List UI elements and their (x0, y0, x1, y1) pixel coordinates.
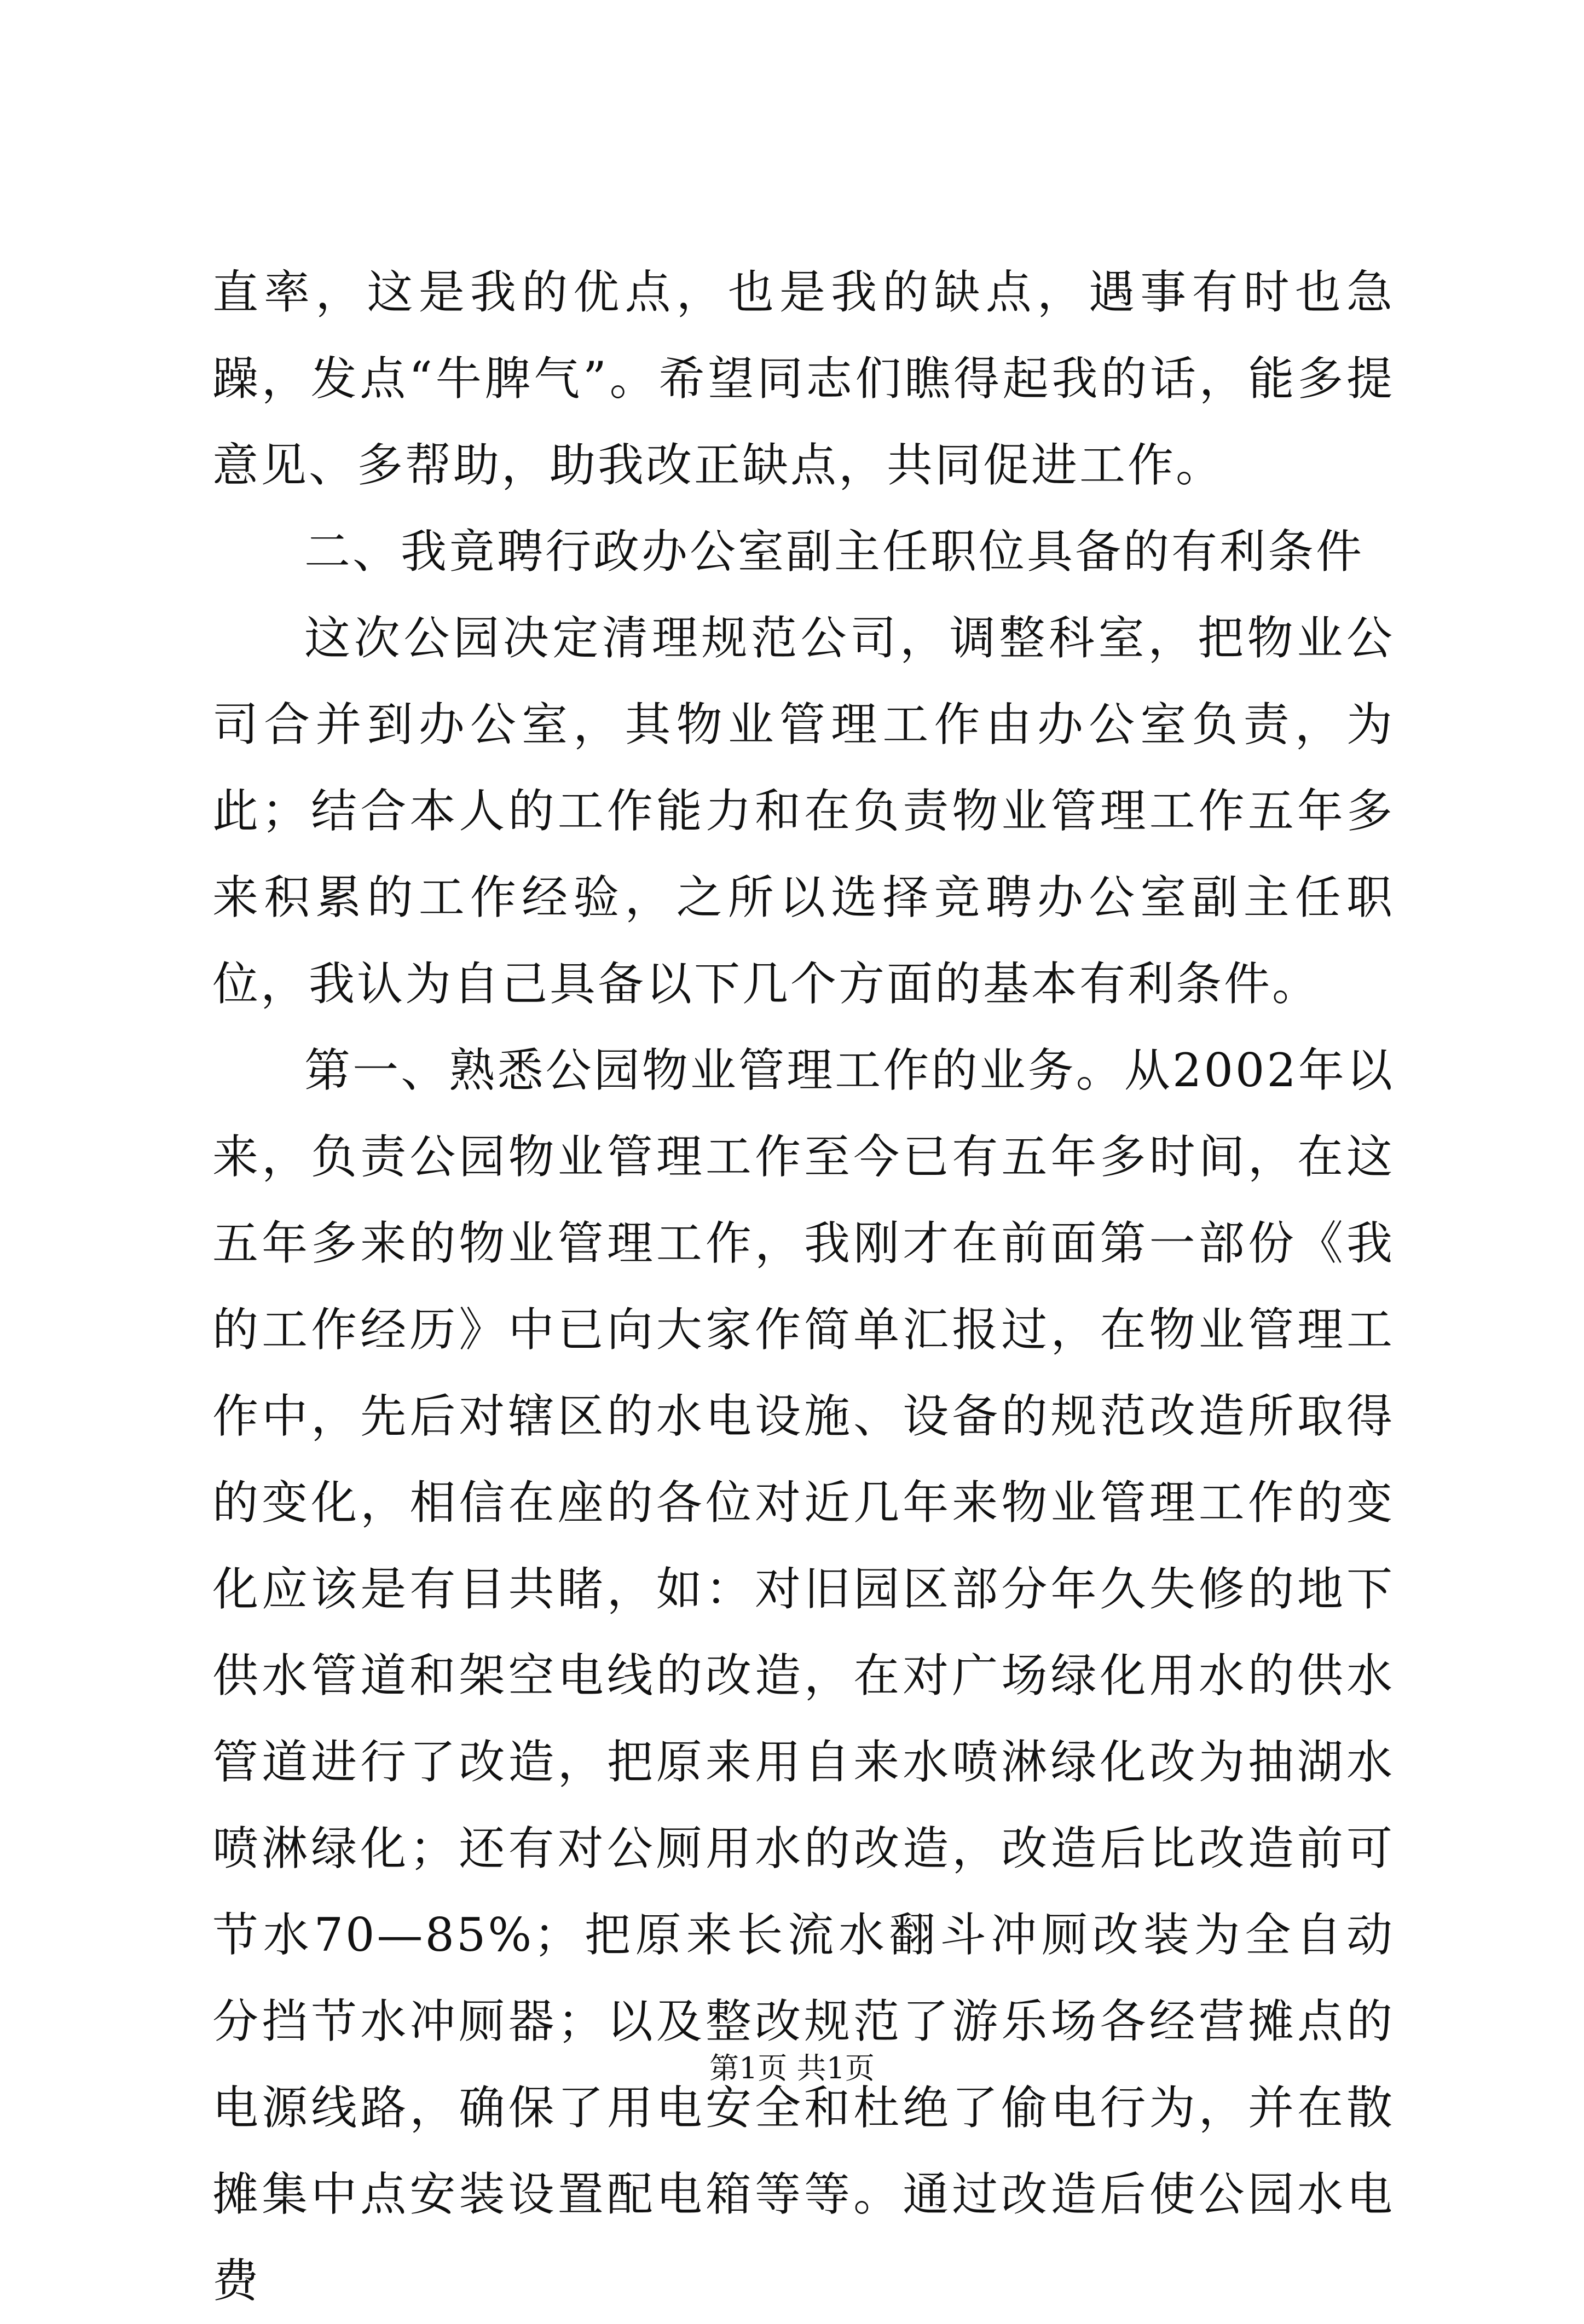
page-footer: 第1页 共1页 (709, 2051, 875, 2085)
paragraph-first-point: 第一、熟悉公园物业管理工作的业务。从2002年以来，负责公园物业管理工作至今已有五年多时间，在这五年多来的物业管理工作，我刚才在前面第一部份《我的工作经历》中已向大家作简单汇报过，在物业管理工作中，先后对辖区的水电设施、设备的规范改造所取得的变化，相信在座的各位对近几年来物业管理工作的变化应该是有目共睹，如：对旧园区部分年久失修的地下供水管道和架空电线的改造，在对广场绿化用水的供水管道进行了改造，把原来用自来水喷淋绿化改为抽湖水喷淋绿化；还有对公厕用水的改造，改造后比改造前可节水70—85%；把原来长流水翻斗冲厕改装为全自动分挡节水冲厕器；以及整改规范了游乐场各经营摊点的电源线路，确保了用电安全和杜绝了偷电行为，并在散摊集中点安装设置配电箱等等。通过改造后使公园水电费 (212, 1044, 1395, 2308)
paragraph-intro: 这次公园决定清理规范公司，调整科室，把物业公司合并到办公室，其物业管理工作由办公室负责，为此；结合本人的工作能力和在负责物业管理工作五年多来积累的工作经验，之所以选择竞聘办公室副主任职位，我认为自己具备以下几个方面的基本有利条件。 (212, 611, 1395, 1011)
section-heading: 二、我竟聘行政办公室副主任职位具备的有利条件 (304, 525, 1365, 578)
document-body (212, 249, 1395, 2324)
paragraph-continuation: 直率，这是我的优点，也是我的缺点，遇事有时也急躁，发点“牛脾气”。希望同志们瞧得起我的话，能多提意见、多帮助，助我改正缺点，共同促进工作。 (212, 265, 1395, 492)
